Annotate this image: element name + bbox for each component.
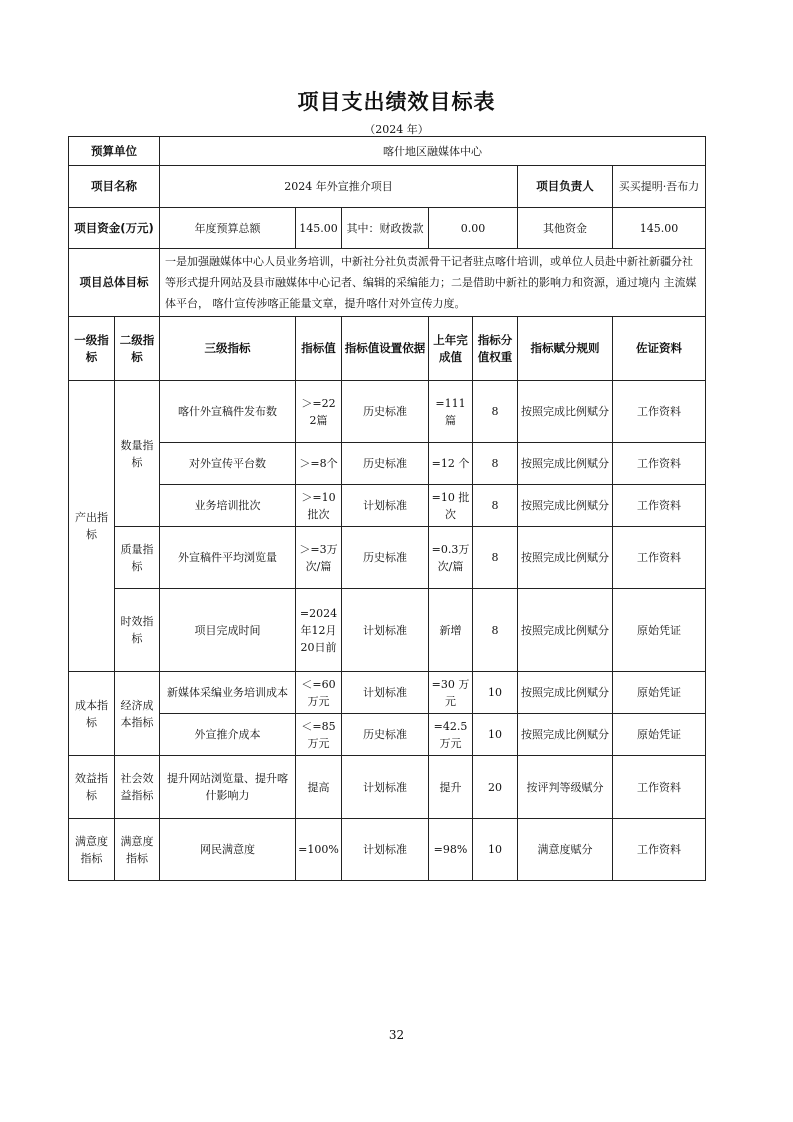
- table-row: [69, 714, 706, 756]
- evidence: 工作资料: [613, 527, 706, 589]
- budget-unit-value: 喀什地区融媒体中心: [160, 137, 706, 166]
- table-row: [69, 443, 706, 485]
- indicator-value: ＜=85万元: [296, 714, 342, 756]
- col-header: 一级指标: [69, 317, 115, 381]
- evidence: 原始凭证: [613, 714, 706, 756]
- indicator-value: 提高: [296, 756, 342, 819]
- indicator-value: ＞=8个: [296, 443, 342, 485]
- indicator-value: ＜=60万元: [296, 672, 342, 714]
- indicator-name: 喀什外宣稿件发布数: [160, 381, 296, 443]
- annual-budget-label: 年度预算总额: [160, 208, 296, 249]
- table-row: [69, 485, 706, 527]
- indicator-value: ＞=222篇: [296, 381, 342, 443]
- overall-goal-row: [69, 249, 706, 317]
- year-label: （2024 年）: [364, 123, 429, 136]
- prev-value: =10 批次: [429, 485, 473, 527]
- level2-satisfaction: 满意度指标: [115, 819, 160, 881]
- funds-row: [69, 208, 706, 249]
- overall-goal-label: 项目总体目标: [69, 249, 160, 317]
- level2-timeliness: 时效指标: [115, 589, 160, 672]
- weight: 8: [473, 589, 518, 672]
- scoring-rule: 满意度赋分: [518, 819, 613, 881]
- scoring-rule: 按照完成比例赋分: [518, 485, 613, 527]
- prev-value: =12 个: [429, 443, 473, 485]
- indicator-basis: 计划标准: [342, 756, 429, 819]
- indicator-value: =100%: [296, 819, 342, 881]
- indicator-name: 新媒体采编业务培训成本: [160, 672, 296, 714]
- evidence: 原始凭证: [613, 672, 706, 714]
- col-header: 指标分值权重: [473, 317, 518, 381]
- other-value: 145.00: [613, 208, 706, 249]
- weight: 8: [473, 527, 518, 589]
- weight: 8: [473, 381, 518, 443]
- evidence: 工作资料: [613, 485, 706, 527]
- prev-value: =42.5万元: [429, 714, 473, 756]
- table-row: [69, 672, 706, 714]
- evidence: 工作资料: [613, 381, 706, 443]
- col-header: 上年完成值: [429, 317, 473, 381]
- col-header: 二级指标: [115, 317, 160, 381]
- budget-unit-row: [69, 137, 706, 166]
- page-number: 32: [388, 1028, 405, 1042]
- project-name-row: [69, 166, 706, 208]
- budget-unit-label: 预算单位: [69, 137, 160, 166]
- fiscal-value: 0.00: [429, 208, 518, 249]
- page-title: 项目支出绩效目标表: [297, 90, 496, 114]
- table-row: [69, 381, 706, 443]
- leader-value: 买买提明·吾布力: [613, 166, 706, 208]
- prev-value: =98%: [429, 819, 473, 881]
- indicator-name: 外宣稿件平均浏览量: [160, 527, 296, 589]
- evidence: 工作资料: [613, 443, 706, 485]
- level1-output: 产出指标: [69, 381, 115, 672]
- indicator-name: 业务培训批次: [160, 485, 296, 527]
- col-header: 三级指标: [160, 317, 296, 381]
- project-name-label: 项目名称: [69, 166, 160, 208]
- scoring-rule: 按照完成比例赋分: [518, 381, 613, 443]
- prev-value: 新增: [429, 589, 473, 672]
- scoring-rule: 按照完成比例赋分: [518, 714, 613, 756]
- indicator-basis: 计划标准: [342, 589, 429, 672]
- overall-goal-text: 一是加强融媒体中心人员业务培训，中新社分社负责派骨干记者驻点喀什培训，或单位人员赴中新社新疆分社等形式提升网站及县市融媒体中心记者、编辑的采编能力；二是借助中新社的影响力和资源，通过境内 主流媒体平台， 喀什宣传涉喀正能量文章，提升喀什对外宣传力度。: [160, 249, 706, 317]
- fiscal-label: 其中：财政拨款: [342, 208, 429, 249]
- column-header-row: [69, 317, 706, 381]
- weight: 10: [473, 672, 518, 714]
- indicator-name: 项目完成时间: [160, 589, 296, 672]
- weight: 8: [473, 485, 518, 527]
- indicator-value: ＞=10批次: [296, 485, 342, 527]
- level2-social-benefit: 社会效益指标: [115, 756, 160, 819]
- level1-benefit: 效益指标: [69, 756, 115, 819]
- evidence: 工作资料: [613, 756, 706, 819]
- indicator-name: 提升网站浏览量、提升喀什影响力: [160, 756, 296, 819]
- weight: 20: [473, 756, 518, 819]
- indicator-basis: 计划标准: [342, 672, 429, 714]
- col-header: 指标赋分规则: [518, 317, 613, 381]
- indicator-value: =2024年12月20日前: [296, 589, 342, 672]
- indicator-name: 对外宣传平台数: [160, 443, 296, 485]
- col-header: 指标值: [296, 317, 342, 381]
- evidence: 原始凭证: [613, 589, 706, 672]
- prev-value: 提升: [429, 756, 473, 819]
- indicator-name: 外宣推介成本: [160, 714, 296, 756]
- scoring-rule: 按评判等级赋分: [518, 756, 613, 819]
- scoring-rule: 按照完成比例赋分: [518, 672, 613, 714]
- table-row: [69, 527, 706, 589]
- scoring-rule: 按照完成比例赋分: [518, 443, 613, 485]
- prev-value: =111篇: [429, 381, 473, 443]
- indicator-basis: 历史标准: [342, 714, 429, 756]
- performance-table: [68, 136, 706, 881]
- table-row: [69, 819, 706, 881]
- annual-budget-value: 145.00: [296, 208, 342, 249]
- scoring-rule: 按照完成比例赋分: [518, 589, 613, 672]
- indicator-basis: 历史标准: [342, 527, 429, 589]
- level2-econ-cost: 经济成本指标: [115, 672, 160, 756]
- leader-label: 项目负责人: [518, 166, 613, 208]
- table-row: [69, 756, 706, 819]
- evidence: 工作资料: [613, 819, 706, 881]
- indicator-basis: 历史标准: [342, 443, 429, 485]
- indicator-value: ＞=3万次/篇: [296, 527, 342, 589]
- col-header: 指标值设置依据: [342, 317, 429, 381]
- level2-quantity: 数量指标: [115, 381, 160, 527]
- weight: 8: [473, 443, 518, 485]
- level1-satisfaction: 满意度指标: [69, 819, 115, 881]
- col-header: 佐证资料: [613, 317, 706, 381]
- indicator-name: 网民满意度: [160, 819, 296, 881]
- level2-quality: 质量指标: [115, 527, 160, 589]
- other-label: 其他资金: [518, 208, 613, 249]
- indicator-basis: 计划标准: [342, 819, 429, 881]
- weight: 10: [473, 714, 518, 756]
- prev-value: =30 万元: [429, 672, 473, 714]
- weight: 10: [473, 819, 518, 881]
- indicator-basis: 历史标准: [342, 381, 429, 443]
- funds-label: 项目资金(万元): [69, 208, 160, 249]
- prev-value: =0.3万次/篇: [429, 527, 473, 589]
- table-row: [69, 589, 706, 672]
- project-name-value: 2024 年外宣推介项目: [160, 166, 518, 208]
- indicator-basis: 计划标准: [342, 485, 429, 527]
- scoring-rule: 按照完成比例赋分: [518, 527, 613, 589]
- level1-cost: 成本指标: [69, 672, 115, 756]
